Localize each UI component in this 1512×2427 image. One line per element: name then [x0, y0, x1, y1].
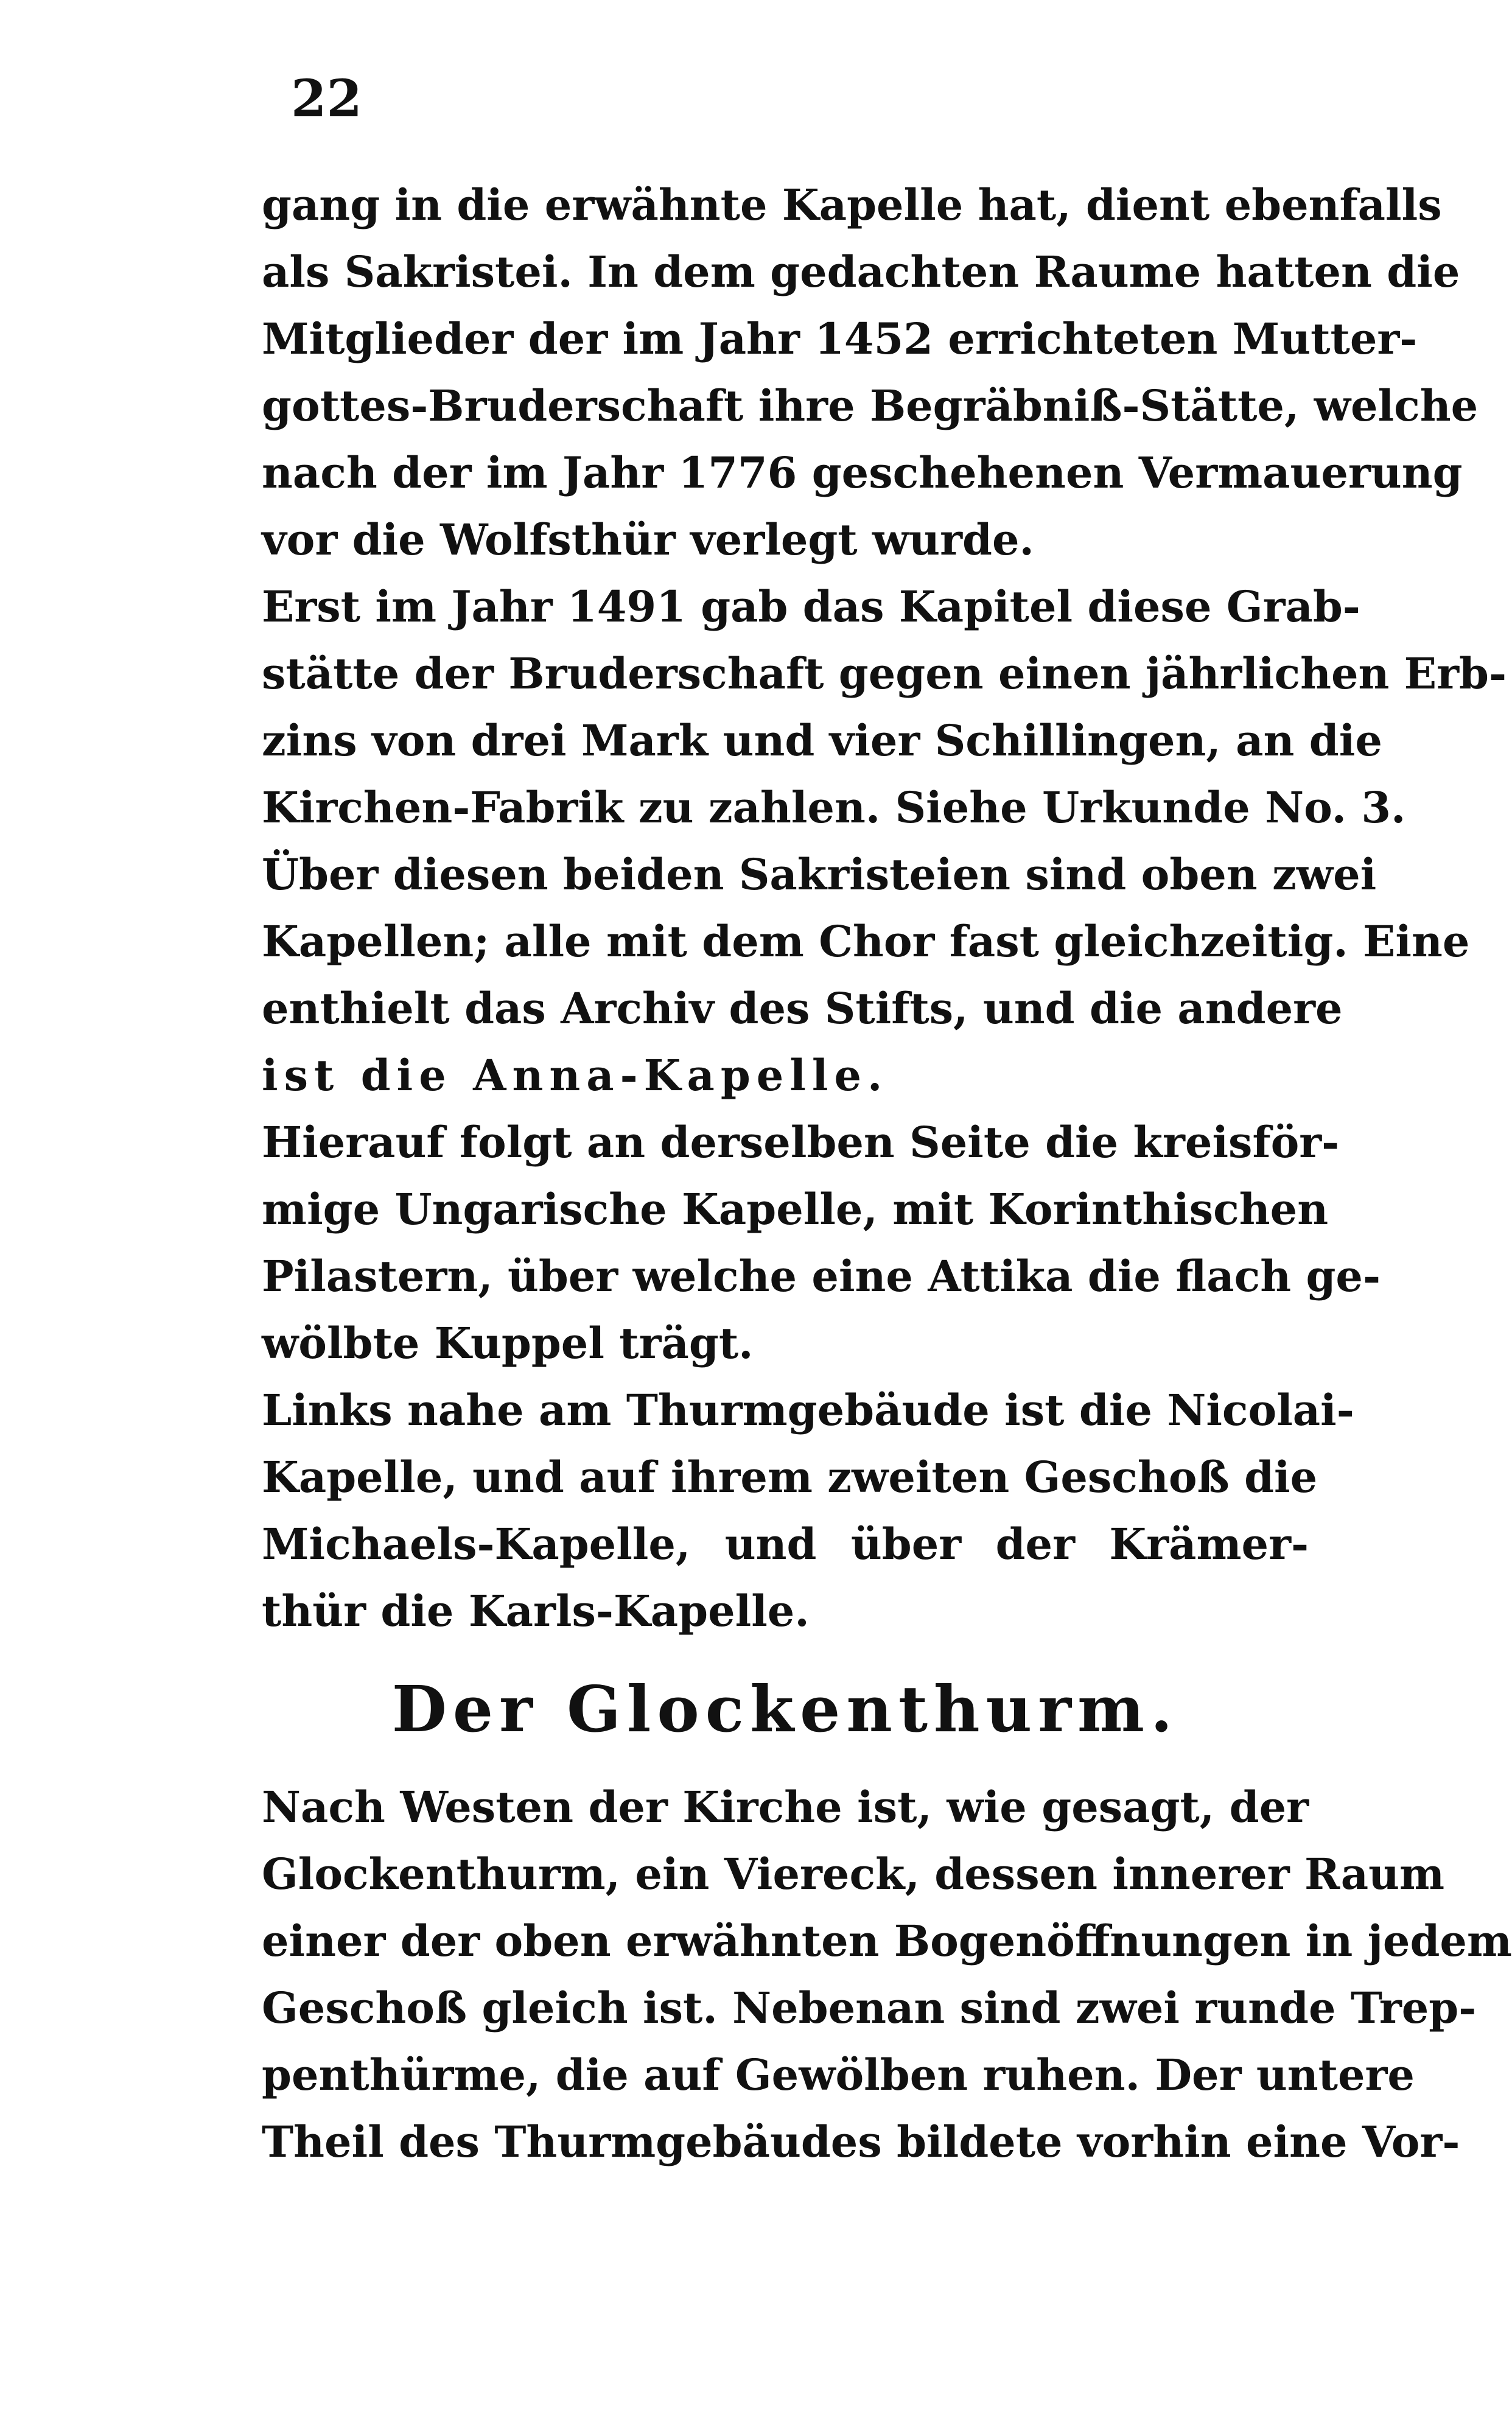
text-line: Pilastern, über welche eine Attika die flach ge-	[262, 1251, 1381, 1301]
text-line: nach der im Jahr 1776 geschehenen Vermauerung	[262, 447, 1463, 498]
paragraph-sakristeien	[262, 841, 1470, 1109]
text-line: thür die Karls-Kapelle.	[262, 1586, 810, 1636]
paragraph-nicolai-kapelle	[262, 1377, 1354, 1645]
text-line: Hierauf folgt an derselben Seite die kreisför-	[262, 1117, 1340, 1168]
paragraph-continuation	[262, 172, 1479, 573]
text-line: wölbte Kuppel trägt.	[262, 1318, 754, 1368]
paragraph-ungarische-kapelle	[262, 1109, 1381, 1377]
text-line: Geschoß gleich ist. Nebenan sind zwei runde Trep-	[262, 1983, 1477, 2033]
text-line: stätte der Bruderschaft gegen einen jährlichen Erb-	[262, 648, 1507, 699]
text-line: vor die Wolfsthür verlegt wurde.	[262, 514, 1034, 565]
text-line: als Sakristei. In dem gedachten Raume hatten die	[262, 247, 1460, 297]
paragraph-glockenthurm	[262, 1774, 1512, 2176]
text-line: Links nahe am Thurmgebäude ist die Nicolai-	[262, 1385, 1354, 1435]
text-line: Mitglieder der im Jahr 1452 errichteten Mutter-	[262, 313, 1418, 364]
text-line: Michaels-Kapelle, und über der Krämer-	[262, 1519, 1309, 1569]
page-number: 22	[291, 68, 362, 128]
text-line: Nach Westen der Kirche ist, wie gesagt, der	[262, 1782, 1309, 1832]
text-line: gang in die erwähnte Kapelle hat, dient ebenfalls	[262, 180, 1442, 230]
text-line: Erst im Jahr 1491 gab das Kapitel diese Grab-	[262, 581, 1360, 632]
text-line: zins von drei Mark und vier Schillingen, an die	[262, 715, 1382, 766]
text-line: enthielt das Archiv des Stifts, und die andere	[262, 983, 1343, 1034]
paragraph-grabstaette	[262, 573, 1507, 841]
text-line: Theil des Thurmgebäudes bildete vorhin eine Vor-	[262, 2117, 1460, 2167]
page-body	[262, 172, 1512, 2176]
text-line: Kirchen-Fabrik zu zahlen. Siehe Urkunde No. 3.	[262, 782, 1406, 833]
section-heading: Der Glockenthurm.	[391, 1672, 1179, 1746]
text-line: ist die Anna-Kapelle.	[262, 1050, 889, 1101]
text-line: gottes-Bruderschaft ihre Begräbniß-Stätte, welche	[262, 380, 1479, 431]
text-line: mige Ungarische Kapelle, mit Korinthischen	[262, 1184, 1329, 1235]
text-line: penthürme, die auf Gewölben ruhen. Der untere	[262, 2050, 1415, 2100]
text-line: Kapelle, und auf ihrem zweiten Geschoß die	[262, 1452, 1318, 1502]
text-line: Kapellen; alle mit dem Chor fast gleichzeitig. Eine	[262, 916, 1470, 967]
text-line: Über diesen beiden Sakristeien sind oben zwei	[262, 849, 1377, 900]
text-line: Glockenthurm, ein Viereck, dessen innerer Raum	[262, 1849, 1445, 1899]
text-line: einer der oben erwähnten Bogenöffnungen in jedem	[262, 1916, 1512, 1966]
